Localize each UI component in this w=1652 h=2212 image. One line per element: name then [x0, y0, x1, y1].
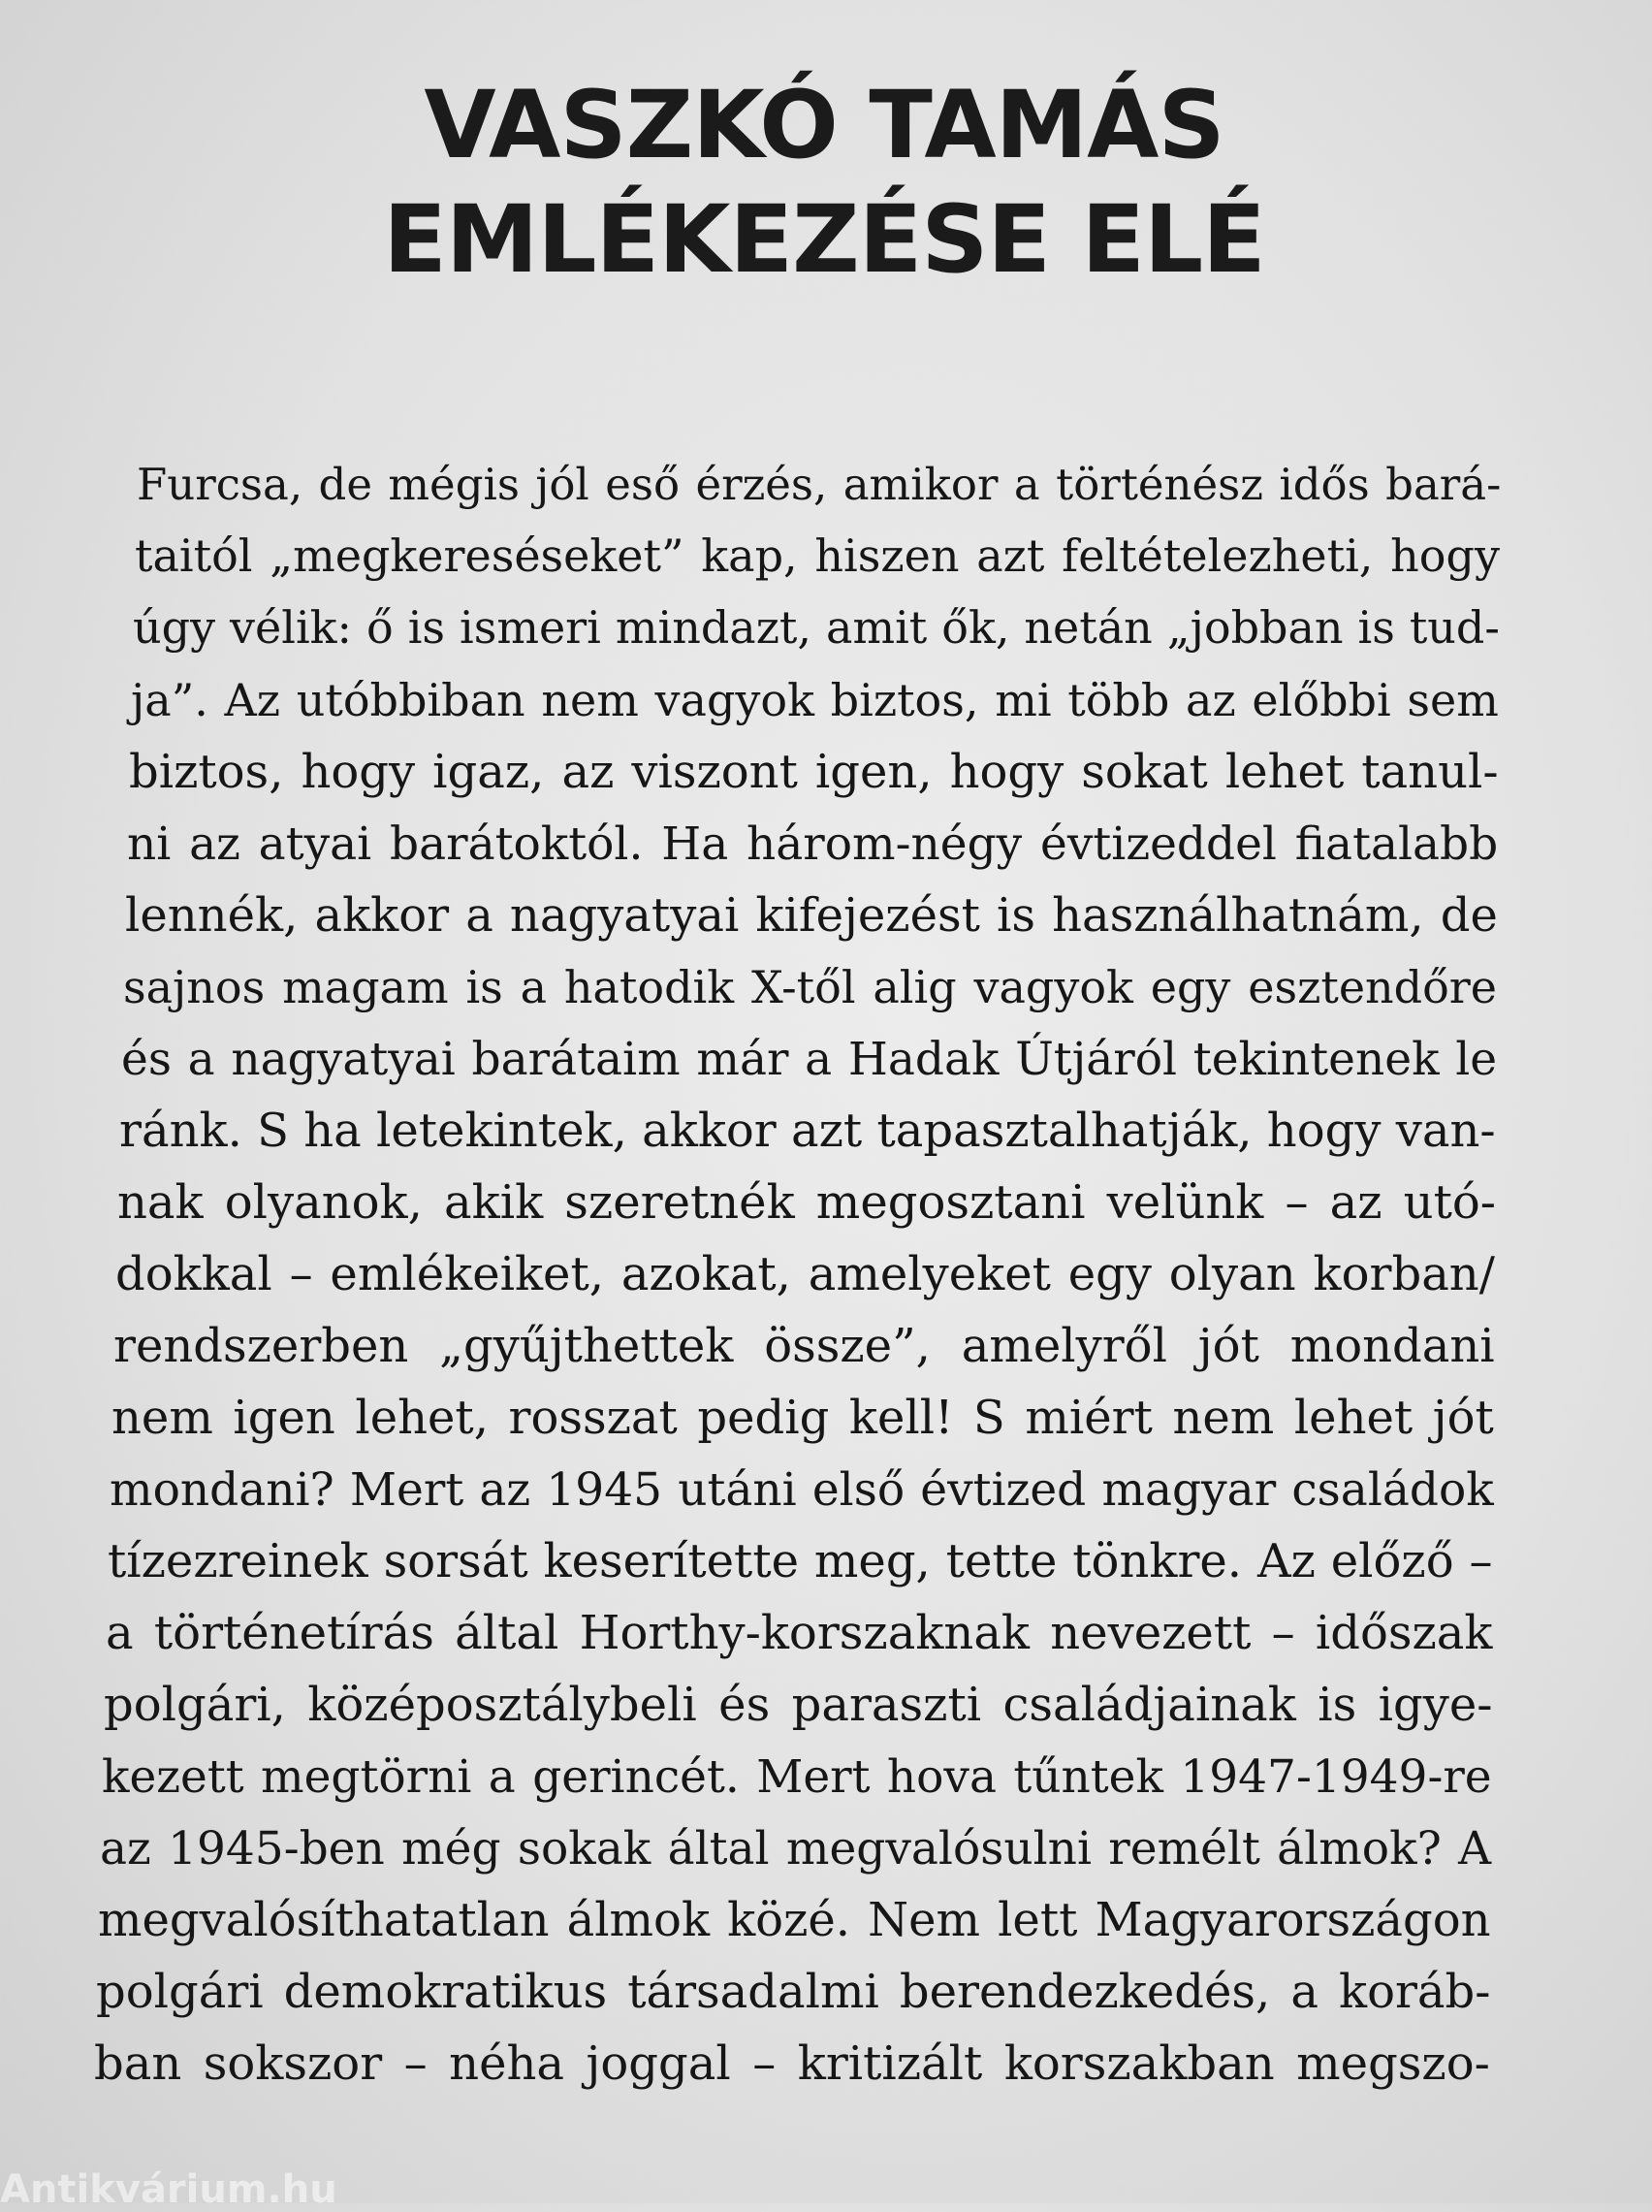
text-line: ránk. S ha letekintek, akkor azt tapasztalhatják, hogy van- — [119, 1104, 1496, 1158]
text-line: az 1945-ben még sokak által megvalósulni remélt álmok? A — [100, 1822, 1492, 1875]
text-line: polgári demokratikus társadalmi berendezkedés, a koráb- — [96, 1965, 1491, 2019]
text-line: a történetírás által Horthy-korszaknak nevezett – időszak — [106, 1606, 1493, 1660]
text-line: Furcsa, de mégis jól eső érzés, amikor a történész idős bará- — [137, 459, 1502, 510]
text-line: megvalósíthatatlan álmok közé. Nem lett Magyarországon — [98, 1893, 1491, 1947]
text-line: úgy vélik: ő is ismeri mindazt, amit ők, netán „jobban is tud- — [133, 601, 1500, 654]
text-line: sajnos magam is a hatodik X-től alig vagyok egy esztendőre — [123, 961, 1498, 1013]
text-line: rendszerben „gyűjthettek össze”, amelyről jót mondani — [113, 1319, 1495, 1373]
chapter-title-line-1: VASZKÓ TAMÁS — [424, 71, 1224, 179]
text-line: kezett megtörni a gerincét. Mert hova tűntek 1947-1949-re — [102, 1750, 1492, 1804]
text-line: és a nagyatyai barátaim már a Hadak Útjáról tekintenek le — [121, 1033, 1498, 1086]
text-line: mondani? Mert az 1945 utáni első évtized magyar családok — [110, 1463, 1494, 1517]
text-line: biztos, hogy igaz, az viszont igen, hogy sokat lehet tanul- — [129, 745, 1499, 799]
text-line: nem igen lehet, rosszat pedig kell! S miért nem lehet jót — [111, 1391, 1494, 1445]
text-line: tízezreinek sorsát keserítette meg, tette tönkre. Az előző – — [108, 1534, 1493, 1588]
text-line: lennék, akkor a nagyatyai kifejezést is használhatnám, de — [125, 888, 1498, 943]
text-line: ja”. Az utóbbiban nem vagyok biztos, mi több az előbbi sem — [131, 674, 1499, 726]
text-line: dokkal – emlékeiket, azokat, amelyeket egy olyan korban/ — [115, 1247, 1495, 1301]
chapter-title-line-2: EMLÉKEZÉSE ELÉ — [383, 185, 1265, 294]
text-line: ni az atyai barátoktól. Ha három-négy évtizeddel fiatalabb — [127, 817, 1499, 871]
text-line: ban sokszor – néha joggal – kritizált korszakban megszo- — [94, 2036, 1490, 2091]
text-line: taitól „megkereséseket” kap, hiszen azt feltételezheti, hogy — [135, 529, 1500, 582]
watermark: Antikvárium.hu — [0, 2167, 337, 2212]
text-line: polgári, középosztálybeli és paraszti családjainak is igye- — [104, 1678, 1493, 1732]
text-line: nak olyanok, akik szeretnék megosztani velünk – az utó- — [117, 1175, 1496, 1230]
